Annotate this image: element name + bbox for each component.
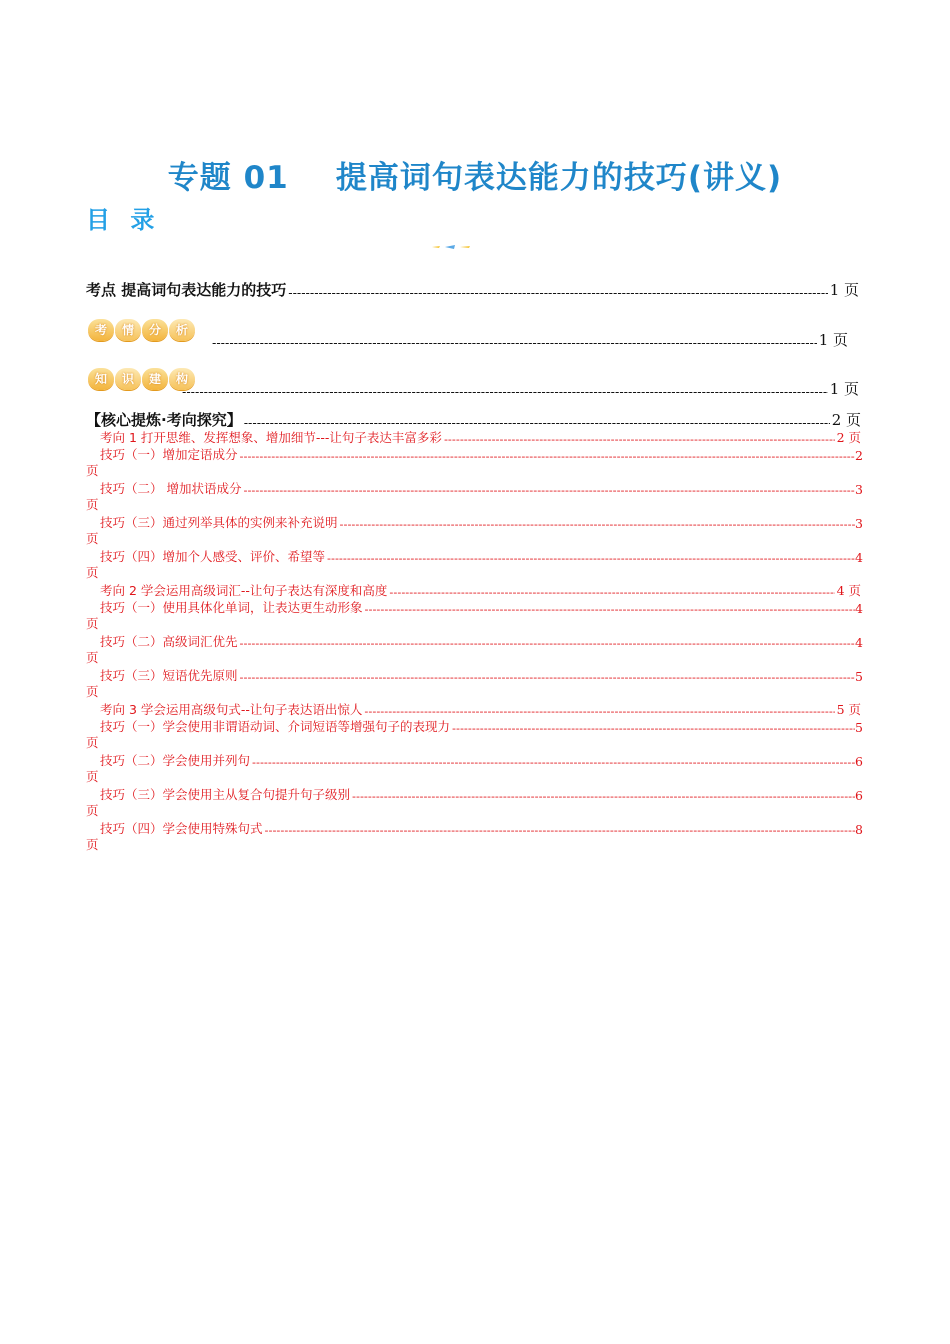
toc-page-suffix: 页 [86, 565, 99, 580]
toc-leader [252, 756, 855, 769]
toc-entry-label: 考向 2 学会运用高级词汇--让句子表达有深度和高度 [100, 583, 388, 598]
badge-char: 分 [142, 319, 168, 341]
toc-page-number: 3 [855, 516, 863, 531]
toc-leader [240, 671, 856, 684]
toc-leader [340, 518, 856, 531]
toc-page-number: 4 [855, 550, 863, 565]
toc-leader [365, 603, 856, 616]
toc-page-suffix: 页 [86, 684, 99, 699]
toc-entry-kaodian[interactable] [86, 280, 859, 300]
toc-entry-label: 技巧（二） 增加状语成分 [100, 481, 242, 496]
toc-entry-label: 考向 1 打开思维、发挥想象、增加细节---让句子表达丰富多彩 [100, 430, 442, 445]
toc-page-suffix: 页 [86, 497, 99, 512]
toc-leader [452, 722, 855, 735]
toc-page-suffix: 页 [86, 616, 99, 631]
toc-leader [240, 637, 856, 650]
toc-entry-d1-skill-4[interactable] [86, 549, 863, 581]
badge-char: 情 [115, 319, 141, 341]
toc-leader [389, 586, 834, 599]
toc-leader [444, 433, 835, 446]
toc-page-number: 8 [855, 822, 863, 837]
toc-entry-d3-skill-3[interactable] [86, 787, 863, 819]
toc-page-number: 2 页 [831, 411, 861, 429]
toc-page-suffix: 页 [86, 803, 99, 818]
toc-leader [327, 552, 855, 565]
page-title: 专题 01 提高词句表达能力的技巧(讲义) [167, 160, 783, 196]
toc-page-suffix: 页 [86, 650, 99, 665]
toc-leader [352, 790, 855, 803]
toc-entry-label: 【核心提炼·考向探究】 [86, 411, 242, 429]
toc-page-number: 5 [855, 669, 863, 684]
toc-entry-knowledge[interactable] [180, 379, 859, 399]
toc-page-number: 3 [855, 482, 863, 497]
toc-page-number: 1 页 [829, 380, 859, 398]
toc-entry-direction-3[interactable] [100, 702, 861, 718]
toc-entry-label: 技巧（二）学会使用并列句 [100, 753, 251, 768]
toc-entry-label: 考点 提高词句表达能力的技巧 [86, 281, 287, 299]
toc-page-suffix: 页 [86, 735, 99, 750]
toc-page-suffix: 页 [86, 463, 99, 478]
badge-char: 构 [169, 368, 195, 390]
toc-entry-d2-skill-1[interactable] [86, 600, 863, 632]
toc-page-number: 1 页 [818, 331, 848, 349]
badge-char: 考 [88, 319, 114, 341]
toc-entry-d1-skill-3[interactable] [86, 515, 863, 547]
toc-page-number: 6 [855, 754, 863, 769]
toc-leader [364, 705, 834, 718]
toc-entry-label: 技巧（四）增加个人感受、评价、希望等 [100, 549, 326, 564]
toc-entry-core[interactable] [86, 410, 861, 430]
toc-entry-label: 技巧（四）学会使用特殊句式 [100, 821, 263, 836]
toc-page-suffix: 页 [86, 769, 99, 784]
toc-page-number: 2 [855, 448, 863, 463]
toc-page-number: 2 页 [836, 430, 861, 445]
toc-page-number: 4 [855, 601, 863, 616]
badge-char: 析 [169, 319, 195, 341]
toc-page-number: 5 [855, 720, 863, 735]
toc-entry-d2-skill-3[interactable] [86, 668, 863, 700]
toc-leader [212, 336, 817, 350]
toc-entry-analysis[interactable] [210, 330, 848, 350]
analysis-badge [88, 319, 195, 341]
toc-entry-d3-skill-4[interactable] [86, 821, 863, 853]
knowledge-badge [88, 368, 195, 390]
toc-heading: 目 录 [86, 206, 161, 234]
toc-page-number: 6 [855, 788, 863, 803]
toc-entry-label: 技巧（一）增加定语成分 [100, 447, 238, 462]
toc-entry-d3-skill-2[interactable] [86, 753, 863, 785]
toc-entry-d2-skill-2[interactable] [86, 634, 863, 666]
toc-entry-label: 技巧（三）短语优先原则 [100, 668, 238, 683]
toc-page-suffix: 页 [86, 837, 99, 852]
toc-entry-label: 技巧（一）使用具体化单词，让表达更生动形象 [100, 600, 363, 615]
toc-entry-d3-skill-1[interactable] [86, 719, 863, 751]
toc-entry-label: 技巧（一）学会使用非谓语动词、介词短语等增强句子的表现力 [100, 719, 451, 734]
toc-leader [265, 824, 856, 837]
toc-entry-label: 技巧（三）通过列举具体的实例来补充说明 [100, 515, 338, 530]
toc-page-suffix: 页 [86, 531, 99, 546]
toc-entry-label: 考向 3 学会运用高级句式--让句子表达语出惊人 [100, 702, 363, 717]
toc-entry-label: 技巧（二）高级词汇优先 [100, 634, 238, 649]
toc-page-number: 1 页 [829, 281, 859, 299]
toc-entry-label: 技巧（三）学会使用主从复合句提升句子级别 [100, 787, 351, 802]
toc-entry-d1-skill-1[interactable] [86, 447, 863, 479]
toc-leader [240, 450, 856, 463]
badge-char: 建 [142, 368, 168, 390]
toc-leader [288, 286, 827, 300]
toc-page-number: 4 页 [836, 583, 861, 598]
toc-page-number: 5 页 [836, 702, 861, 717]
toc-leader [244, 416, 830, 430]
toc-entry-direction-1[interactable] [100, 430, 861, 446]
badge-char: 识 [115, 368, 141, 390]
decorative-divider [430, 243, 472, 251]
badge-char: 知 [88, 368, 114, 390]
toc-leader [182, 385, 828, 399]
toc-entry-direction-2[interactable] [100, 583, 861, 599]
toc-leader [243, 484, 855, 497]
toc-entry-d1-skill-2[interactable] [86, 481, 863, 513]
toc-page-number: 4 [855, 635, 863, 650]
